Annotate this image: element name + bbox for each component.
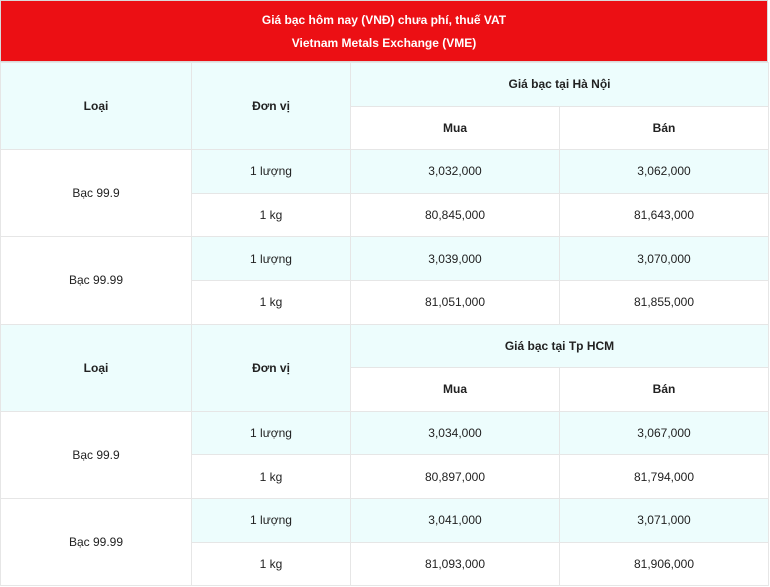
column-header-unit: Đơn vị xyxy=(192,63,351,150)
region-header: Giá bạc tại Tp HCM xyxy=(351,324,769,368)
sell-price-cell: 3,071,000 xyxy=(560,498,769,542)
sell-price-cell: 81,794,000 xyxy=(560,455,769,499)
buy-price-cell: 3,039,000 xyxy=(351,237,560,281)
buy-price-cell: 80,845,000 xyxy=(351,193,560,237)
table-title: Giá bạc hôm nay (VNĐ) chưa phí, thuế VAT xyxy=(261,13,507,27)
region-header: Giá bạc tại Hà Nội xyxy=(351,63,769,107)
unit-cell: 1 kg xyxy=(192,193,351,237)
column-header-unit: Đơn vị xyxy=(192,324,351,411)
sell-price-cell: 3,067,000 xyxy=(560,411,769,455)
product-name: Bạc 99.99 xyxy=(1,237,192,324)
unit-cell: 1 lượng xyxy=(192,411,351,455)
buy-price-cell: 3,041,000 xyxy=(351,498,560,542)
buy-price-cell: 3,032,000 xyxy=(351,150,560,194)
sell-price-cell: 3,062,000 xyxy=(560,150,769,194)
buy-price-cell: 81,051,000 xyxy=(351,280,560,324)
buy-price-cell: 81,093,000 xyxy=(351,542,560,586)
table-row xyxy=(1,237,769,281)
product-name: Bạc 99.9 xyxy=(1,411,192,498)
product-name: Bạc 99.9 xyxy=(1,150,192,237)
buy-price-cell: 80,897,000 xyxy=(351,455,560,499)
silver-price-table xyxy=(0,62,769,586)
column-header-sell: Bán xyxy=(560,368,769,412)
column-header-buy: Mua xyxy=(351,106,560,150)
sell-price-cell: 81,855,000 xyxy=(560,280,769,324)
sell-price-cell: 81,643,000 xyxy=(560,193,769,237)
table-title-banner xyxy=(0,0,768,62)
unit-cell: 1 kg xyxy=(192,455,351,499)
sell-price-cell: 81,906,000 xyxy=(560,542,769,586)
column-header-type: Loại xyxy=(1,324,192,411)
unit-cell: 1 kg xyxy=(192,542,351,586)
unit-cell: 1 lượng xyxy=(192,498,351,542)
unit-cell: 1 lượng xyxy=(192,150,351,194)
column-header-buy: Mua xyxy=(351,368,560,412)
sell-price-cell: 3,070,000 xyxy=(560,237,769,281)
table-subtitle: Vietnam Metals Exchange (VME) xyxy=(291,36,477,50)
section-header-row xyxy=(1,324,769,368)
unit-cell: 1 kg xyxy=(192,280,351,324)
table-row xyxy=(1,150,769,194)
column-header-type: Loại xyxy=(1,63,192,150)
column-header-sell: Bán xyxy=(560,106,769,150)
buy-price-cell: 3,034,000 xyxy=(351,411,560,455)
product-name: Bạc 99.99 xyxy=(1,498,192,585)
section-header-row xyxy=(1,63,769,107)
table-row xyxy=(1,411,769,455)
table-row xyxy=(1,498,769,542)
unit-cell: 1 lượng xyxy=(192,237,351,281)
